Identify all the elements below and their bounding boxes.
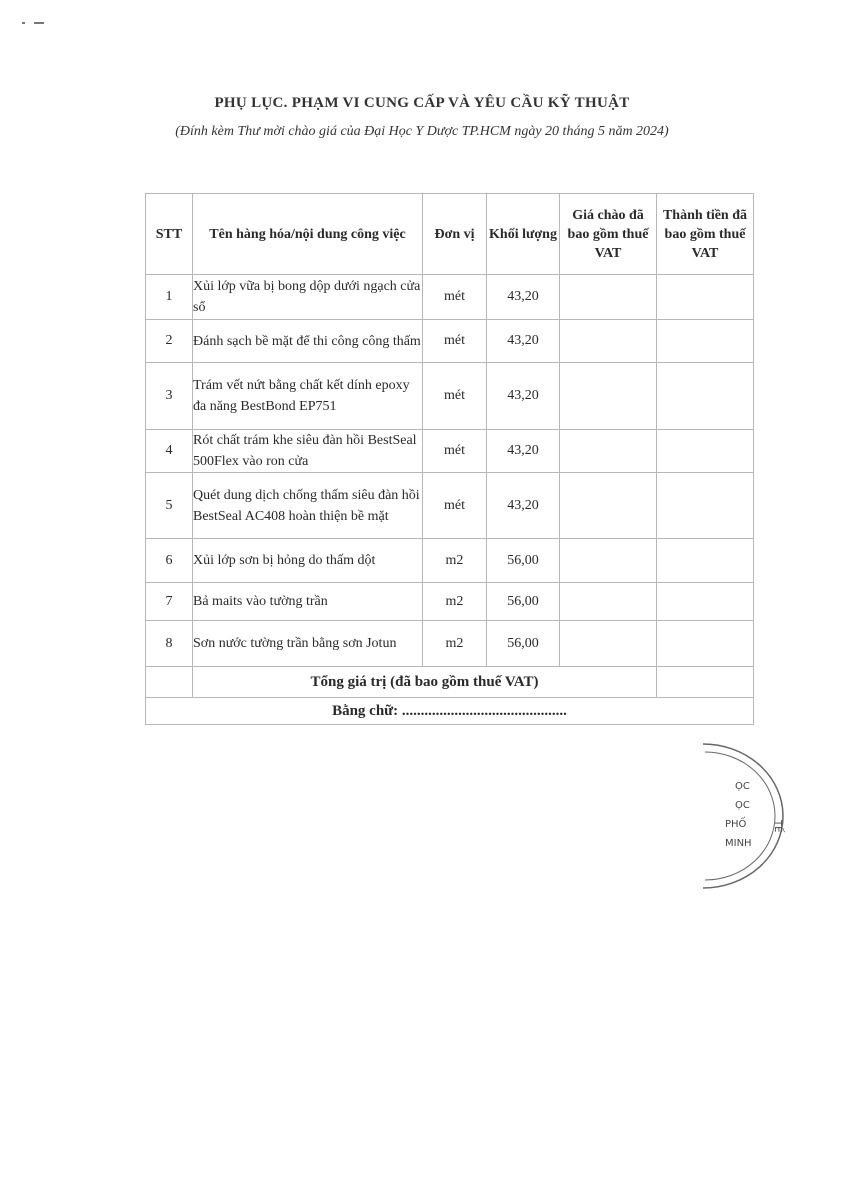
- amount-in-words: Bằng chữ: ............................................: [146, 698, 754, 725]
- stamp-line: PHỐ: [725, 819, 747, 830]
- stamp-line: ỌC: [735, 781, 750, 792]
- cell-qty: 43,20: [487, 430, 560, 473]
- cell-name: Quét dung dịch chống thấm siêu đàn hồi BestSeal AC408 hoàn thiện bề mặt: [193, 473, 423, 539]
- cell-unit: mét: [423, 363, 487, 430]
- cell-stt: 3: [146, 363, 193, 430]
- cell-amount: [657, 363, 754, 430]
- words-row: [146, 698, 754, 725]
- header-unit: Đơn vị: [423, 194, 487, 275]
- header-price: Giá chào đã bao gồm thuế VAT: [560, 194, 657, 275]
- cell-qty: 56,00: [487, 583, 560, 621]
- cell-qty: 43,20: [487, 275, 560, 320]
- header-qty: Khối lượng: [487, 194, 560, 275]
- cell-unit: m2: [423, 621, 487, 667]
- document-title: PHỤ LỤC. PHẠM VI CUNG CẤP VÀ YÊU CẦU KỸ THUẬT: [214, 95, 630, 111]
- cell-name: Xủi lớp sơn bị hỏng do thấm dột: [193, 539, 423, 583]
- cell-price: [560, 539, 657, 583]
- cell-price: [560, 621, 657, 667]
- cell-name: Đánh sạch bề mặt để thi công công thấm: [193, 320, 423, 363]
- cell-name: Trám vết nứt bằng chất kết dính epoxy đa năng BestBond EP751: [193, 363, 423, 430]
- cell-name: Bả maits vào tường trần: [193, 583, 423, 621]
- document-subtitle: (Đính kèm Thư mời chào giá của Đại Học Y Dược TP.HCM ngày 20 tháng 5 năm 2024): [175, 124, 669, 139]
- cell-price: [560, 473, 657, 539]
- table-row: [146, 275, 754, 320]
- cell-amount: [657, 275, 754, 320]
- scan-mark: [22, 22, 52, 26]
- header-name: Tên hàng hóa/nội dung công việc: [193, 194, 423, 275]
- table-row: [146, 621, 754, 667]
- cell-name: Rót chất trám khe siêu đàn hồi BestSeal 500Flex vào ron cửa: [193, 430, 423, 473]
- cell-name: Xủi lớp vữa bị bong dộp dưới ngạch cửa sổ: [193, 275, 423, 320]
- cell-price: [560, 275, 657, 320]
- cell-price: [560, 320, 657, 363]
- header-amount: Thành tiền đã bao gồm thuế VAT: [657, 194, 754, 275]
- cell-amount: [657, 473, 754, 539]
- total-label: Tổng giá trị (đã bao gồm thuế VAT): [193, 667, 657, 698]
- table-row: [146, 539, 754, 583]
- cell-name: Sơn nước tường trần bằng sơn Jotun: [193, 621, 423, 667]
- cell-stt: 5: [146, 473, 193, 539]
- cell-unit: mét: [423, 275, 487, 320]
- cell-unit: mét: [423, 320, 487, 363]
- cell-unit: m2: [423, 539, 487, 583]
- cell-qty: 56,00: [487, 621, 560, 667]
- scope-table: [145, 193, 754, 725]
- cell-stt: 2: [146, 320, 193, 363]
- stamp-line: MINH: [725, 838, 752, 849]
- table-header-row: [146, 194, 754, 275]
- cell-amount: [657, 539, 754, 583]
- cell-amount: [657, 621, 754, 667]
- cell-stt: 4: [146, 430, 193, 473]
- stamp-line: ỌC: [735, 800, 750, 811]
- seal-stamp: [695, 742, 795, 892]
- cell-price: [560, 583, 657, 621]
- cell-amount: [657, 430, 754, 473]
- table-row: [146, 430, 754, 473]
- cell-stt: 6: [146, 539, 193, 583]
- cell-stt: 7: [146, 583, 193, 621]
- table-row: [146, 583, 754, 621]
- cell-price: [560, 430, 657, 473]
- cell-qty: 43,20: [487, 473, 560, 539]
- table-row: [146, 363, 754, 430]
- cell-unit: m2: [423, 583, 487, 621]
- header-stt: STT: [146, 194, 193, 275]
- total-amount: [657, 667, 754, 698]
- cell-amount: [657, 320, 754, 363]
- cell-price: [560, 363, 657, 430]
- cell-qty: 56,00: [487, 539, 560, 583]
- cell-unit: mét: [423, 430, 487, 473]
- stamp-line: TẾ: [772, 820, 783, 833]
- cell-qty: 43,20: [487, 363, 560, 430]
- total-row: [146, 667, 754, 698]
- cell-amount: [657, 583, 754, 621]
- cell-unit: mét: [423, 473, 487, 539]
- table-row: [146, 473, 754, 539]
- cell-qty: 43,20: [487, 320, 560, 363]
- cell-stt: 8: [146, 621, 193, 667]
- total-stt-cell: [146, 667, 193, 698]
- cell-stt: 1: [146, 275, 193, 320]
- table-row: [146, 320, 754, 363]
